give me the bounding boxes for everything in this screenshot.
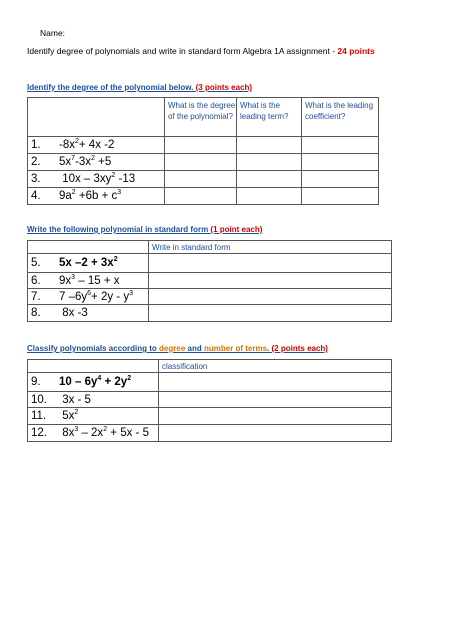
- blank-header-cell: [28, 241, 149, 254]
- question-number: 2.: [31, 156, 41, 168]
- table-row: [28, 254, 392, 273]
- polynomial-expression: 7 $-6y^6+ 2y - y^3$: [59, 289, 133, 303]
- answer-cell-leading-coefficient[interactable]: [302, 154, 379, 171]
- table-row: [28, 273, 392, 289]
- polynomial-expression: $-8x^2+ 4x$ -2: [59, 138, 115, 151]
- table-row: [28, 305, 392, 322]
- degree-table: [27, 97, 379, 205]
- question-number: 10.: [31, 393, 47, 406]
- question-number: 4.: [31, 190, 41, 202]
- polynomial-expression: $8x^3 - 2x^2 + 5x - 5$: [59, 426, 149, 439]
- answer-cell-classification[interactable]: [159, 408, 392, 425]
- question-number: 11.: [31, 410, 47, 422]
- table-row: [28, 408, 392, 425]
- question-cell: [28, 273, 149, 289]
- answer-cell-degree[interactable]: [165, 154, 237, 171]
- answer-cell-classification[interactable]: [159, 373, 392, 392]
- answer-cell-standard-form[interactable]: [149, 254, 392, 273]
- section3-heading-text: Classify polynomials according to: [27, 344, 160, 353]
- col-leading-term-header: What is the leading term?: [237, 98, 302, 137]
- answer-cell-leading-term[interactable]: [237, 188, 302, 205]
- question-cell: [28, 305, 149, 322]
- question-number: 9.: [31, 376, 41, 388]
- col-leading-coefficient-header: What is the leading coefficient?: [302, 98, 379, 137]
- question-number: 5.: [31, 257, 41, 269]
- answer-cell-standard-form[interactable]: [149, 273, 392, 289]
- answer-cell-leading-term[interactable]: [237, 154, 302, 171]
- table-row: [28, 425, 392, 442]
- col-standard-form-header: Write in standard form: [149, 241, 392, 254]
- classification-table: [27, 359, 392, 442]
- col-degree-header: What is the degree of the polynomial?: [165, 98, 237, 137]
- question-cell: [28, 373, 159, 392]
- answer-cell-degree[interactable]: [165, 188, 237, 205]
- standard-form-table: [27, 240, 392, 322]
- answer-cell-standard-form[interactable]: [149, 305, 392, 322]
- title-text: Identify degree of polynomials and write in standard form Algebra 1A assignment -: [27, 46, 338, 56]
- question-cell: [28, 254, 149, 273]
- table-row: [28, 289, 392, 305]
- question-number: 12.: [31, 427, 47, 439]
- polynomial-expression: $10 - 6y^4 + 2y^2$: [59, 375, 132, 388]
- section3-heading-points: (2 points each): [271, 344, 328, 353]
- question-cell: [28, 171, 165, 188]
- name-label: Name:: [40, 28, 66, 38]
- classification-table-header: [28, 360, 392, 373]
- section3-heading-dot: .: [267, 344, 272, 353]
- question-number: 6.: [31, 274, 41, 287]
- polynomial-expression: $9x^3 - 15 + x$: [59, 273, 120, 287]
- polynomial-expression: 3x - 5: [59, 393, 91, 406]
- section3-heading-and: and: [185, 344, 204, 353]
- answer-cell-leading-coefficient[interactable]: [302, 137, 379, 154]
- polynomial-expression: $9a^2 +6b + c^3$: [59, 189, 122, 202]
- polynomial-expression: $5x^2$: [59, 409, 79, 422]
- assignment-title: [27, 46, 375, 56]
- polynomial-expression: 8x -3: [59, 307, 88, 319]
- question-number: 1.: [31, 139, 41, 151]
- answer-cell-leading-term[interactable]: [237, 171, 302, 188]
- table-row: [28, 154, 379, 171]
- question-cell: [28, 154, 165, 171]
- question-number: 3.: [31, 173, 41, 185]
- blank-header-cell: [28, 360, 159, 373]
- table-row: [28, 171, 379, 188]
- answer-cell-standard-form[interactable]: [149, 289, 392, 305]
- polynomial-expression: 5x $-2 + 3x^2$: [59, 256, 118, 269]
- answer-cell-leading-term[interactable]: [237, 137, 302, 154]
- question-cell: [28, 188, 165, 205]
- answer-cell-classification[interactable]: [159, 425, 392, 442]
- title-points: 24 points: [337, 46, 375, 56]
- table-row: [28, 137, 379, 154]
- standard-form-table-header: [28, 241, 392, 254]
- col-classification-header: classification: [159, 360, 392, 373]
- answer-cell-degree[interactable]: [165, 171, 237, 188]
- section2-heading-text: Write the following polynomial in standard form: [27, 225, 211, 234]
- question-number: 7.: [31, 290, 41, 303]
- section2-heading: [27, 225, 262, 234]
- section3-heading-degree: degree: [159, 344, 186, 353]
- question-cell: [28, 137, 165, 154]
- question-cell: [28, 289, 149, 305]
- table-row: [28, 373, 392, 392]
- section2-heading-points: (1 point each): [210, 225, 263, 234]
- answer-cell-degree[interactable]: [165, 137, 237, 154]
- answer-cell-leading-coefficient[interactable]: [302, 188, 379, 205]
- blank-header-cell: [28, 98, 165, 137]
- question-number: 8.: [31, 307, 41, 319]
- polynomial-expression: $5x^7-3x^2 +5$: [59, 155, 112, 168]
- section1-heading-points: (3 points each): [195, 83, 253, 92]
- degree-table-header: [28, 98, 379, 137]
- question-cell: [28, 425, 159, 442]
- answer-cell-leading-coefficient[interactable]: [302, 171, 379, 188]
- answer-cell-classification[interactable]: [159, 392, 392, 408]
- section1-heading: [27, 83, 252, 92]
- question-cell: [28, 408, 159, 425]
- table-row: [28, 188, 379, 205]
- table-row: [28, 392, 392, 408]
- question-cell: [28, 392, 159, 408]
- section3-heading: [27, 344, 328, 353]
- section3-heading-terms: number of terms: [203, 344, 268, 353]
- section1-heading-text: Identify the degree of the polynomial below.: [27, 83, 196, 92]
- polynomial-expression: $10x - 3xy^2$ -13: [59, 172, 136, 185]
